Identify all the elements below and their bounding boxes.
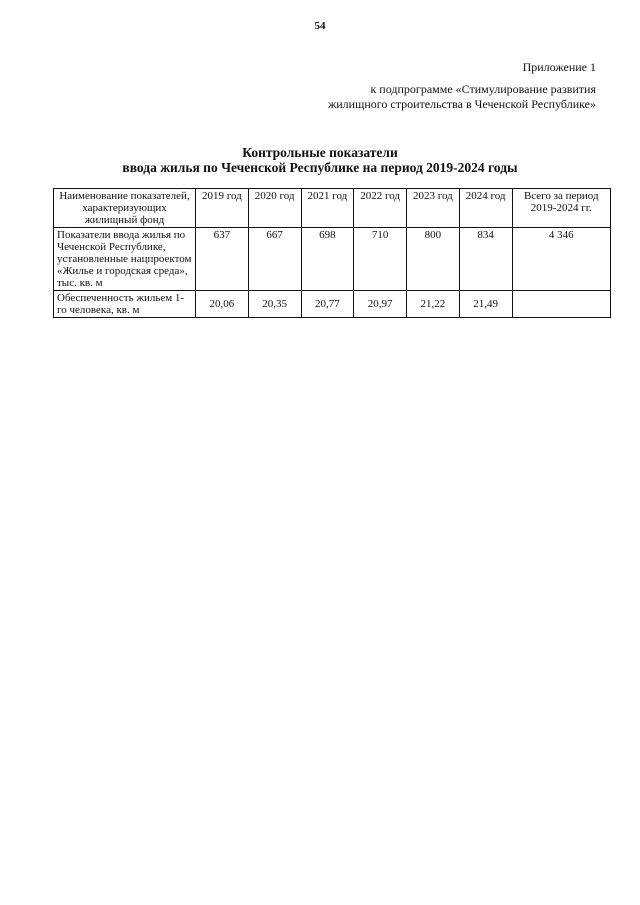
cell-2020: 667 — [248, 228, 301, 291]
document-title — [0, 145, 640, 175]
header-2023: 2023 год — [407, 189, 460, 228]
cell-total — [512, 291, 610, 318]
cell-2023: 21,22 — [407, 291, 460, 318]
row-indicator-name: Показатели ввода жилья по Чеченской Республике, установленные нацпроектом «Жилье и городская среда», тыс. кв. м — [54, 228, 196, 291]
header-total: Всего за период 2019-2024 гг. — [512, 189, 610, 228]
cell-2022: 20,97 — [354, 291, 407, 318]
appendix-line-2: жилищного строительства в Чеченской Республике» — [327, 97, 596, 111]
header-2024: 2024 год — [459, 189, 512, 228]
cell-2023: 800 — [407, 228, 460, 291]
appendix-title: Приложение 1 — [522, 60, 596, 74]
cell-2021: 20,77 — [301, 291, 354, 318]
header-2021: 2021 год — [301, 189, 354, 228]
header-2022: 2022 год — [354, 189, 407, 228]
header-2020: 2020 год — [248, 189, 301, 228]
cell-2019: 637 — [196, 228, 249, 291]
row-indicator-name: Обеспеченность жильем 1-го человека, кв. м — [54, 291, 196, 318]
table-row — [54, 291, 611, 318]
header-2019: 2019 год — [196, 189, 249, 228]
cell-2024: 21,49 — [459, 291, 512, 318]
table-header-row — [54, 189, 611, 228]
cell-2021: 698 — [301, 228, 354, 291]
cell-2024: 834 — [459, 228, 512, 291]
cell-total: 4 346 — [512, 228, 610, 291]
appendix-line-1: к подпрограмме «Стимулирование развития — [370, 82, 596, 96]
indicators-table — [53, 188, 611, 318]
header-indicator-name: Наименование показателей, характеризующих жилищный фонд — [54, 189, 196, 228]
document-title-line-1: Контрольные показатели — [242, 145, 398, 160]
cell-2022: 710 — [354, 228, 407, 291]
document-title-line-2: ввода жилья по Чеченской Республике на период 2019-2024 годы — [122, 160, 518, 175]
cell-2020: 20,35 — [248, 291, 301, 318]
cell-2019: 20,06 — [196, 291, 249, 318]
appendix-block — [236, 60, 596, 112]
table-row — [54, 228, 611, 291]
page-number: 54 — [314, 20, 326, 32]
